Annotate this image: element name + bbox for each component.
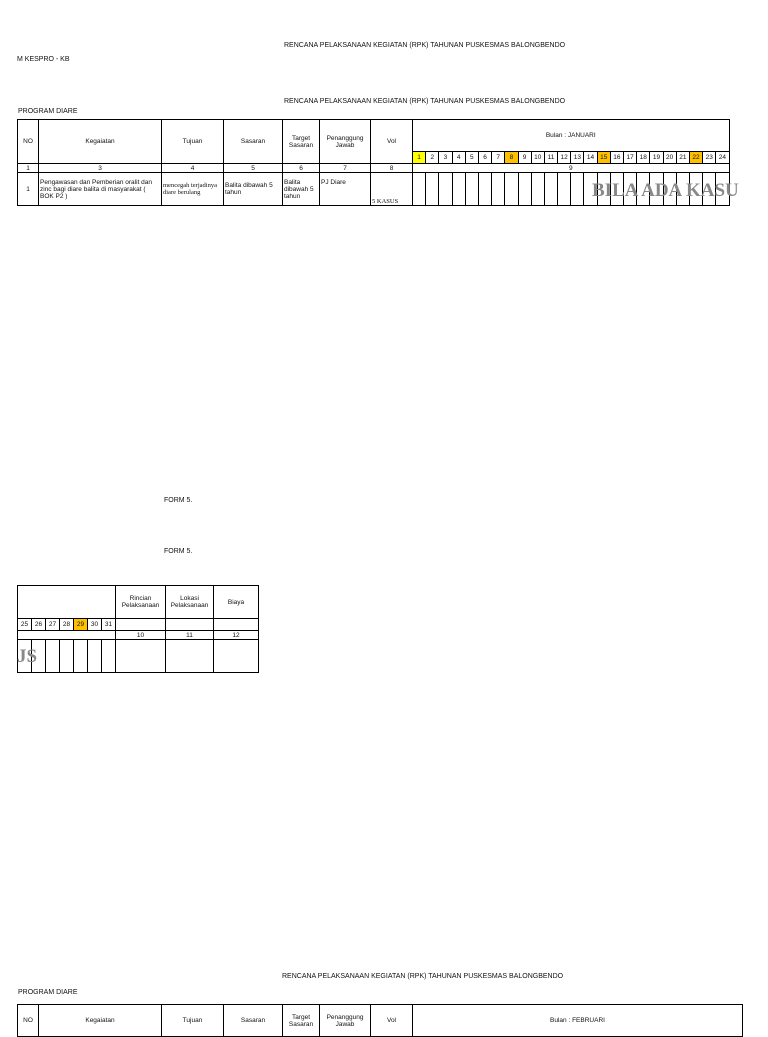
- day-cell: 7: [492, 152, 505, 164]
- day-cell: 4: [452, 152, 465, 164]
- day-cell: 6: [478, 152, 491, 164]
- colnum-target: 6: [283, 164, 320, 173]
- days-row-continuation: [18, 619, 259, 631]
- day-slot: [478, 173, 491, 206]
- rpk-table-february: [17, 1004, 743, 1037]
- colnum-bulan: 9: [413, 164, 730, 173]
- program-label: PROGRAM DIARE: [18, 108, 78, 115]
- day-slot: [518, 173, 531, 206]
- day-cell: 19: [650, 152, 663, 164]
- row-tujuan: mencegah terjadinya diare berulang: [162, 173, 224, 206]
- day-cell: 9: [518, 152, 531, 164]
- day-cell: 31: [102, 619, 116, 631]
- row-target: Balita dibawah 5 tahun: [283, 173, 320, 206]
- day-slot: [571, 173, 584, 206]
- page2-program-label: PROGRAM DIARE: [18, 989, 78, 996]
- colnum-vol: 8: [371, 164, 413, 173]
- day-cell: 30: [88, 619, 102, 631]
- colnum-pj: 7: [320, 164, 371, 173]
- header-target: Target Sasaran: [283, 120, 320, 164]
- header-pj: Penanggung Jawab: [320, 1005, 371, 1037]
- form-label-2: FORM 5.: [164, 548, 193, 555]
- day-cell: 12: [558, 152, 571, 164]
- day-cell: 17: [624, 152, 637, 164]
- day-cell: 2: [426, 152, 439, 164]
- day-cell: 15: [597, 152, 610, 164]
- note-bila-ada-kasus: BILA ADA KASU: [592, 180, 739, 201]
- header-target: Target Sasaran: [283, 1005, 320, 1037]
- day-cell: 1: [413, 152, 426, 164]
- colnum-no: 1: [18, 164, 39, 173]
- day-cell: 23: [703, 152, 716, 164]
- row-no: 1: [18, 173, 39, 206]
- header-sasaran: Sasaran: [224, 120, 283, 164]
- row-sasaran: Balita dibawah 5 tahun: [224, 173, 283, 206]
- day-cell: 27: [46, 619, 60, 631]
- day-cell: 29: [74, 619, 88, 631]
- header-kegiatan: Kegaiatan: [39, 1005, 162, 1037]
- header-no: NO: [18, 120, 39, 164]
- colnum-biaya: 12: [214, 631, 259, 640]
- header-no: NO: [18, 1005, 39, 1037]
- header-bulan: Bulan : FEBRUARI: [413, 1005, 743, 1037]
- page-title-top: RENCANA PELAKSANAAN KEGIATAN (RPK) TAHUNAN PUSKESMAS BALONGBENDO: [284, 42, 566, 49]
- colnum-rincian: 10: [116, 631, 166, 640]
- day-slot: [558, 173, 571, 206]
- unit-label: M KESPRO - KB: [17, 56, 70, 63]
- header-vol: Vol: [371, 1005, 413, 1037]
- day-cell: 10: [531, 152, 544, 164]
- day-cell: 24: [716, 152, 729, 164]
- day-slot: [426, 173, 439, 206]
- header-biaya: Biaya: [214, 586, 259, 619]
- day-cell: 3: [439, 152, 452, 164]
- day-slot: [544, 173, 557, 206]
- header-pj: Penanggung Jawab: [320, 120, 371, 164]
- day-cell: 8: [505, 152, 518, 164]
- form-label-1: FORM 5.: [164, 497, 193, 504]
- day-cell: 20: [663, 152, 676, 164]
- day-cell: 22: [689, 152, 702, 164]
- table-row: [18, 640, 259, 673]
- header-tujuan: Tujuan: [162, 120, 224, 164]
- note-tail: JS: [17, 646, 38, 667]
- row-kegiatan: Pengawasan dan Pemberian oralit dan zinc bagi diare balita di masyarakat ( BOK P2 ): [39, 173, 162, 206]
- colnum-sasaran: 5: [224, 164, 283, 173]
- header-bulan: Bulan : JANUARI: [413, 120, 730, 152]
- day-cell: 11: [544, 152, 557, 164]
- day-slot: [413, 173, 426, 206]
- day-cell: 14: [584, 152, 597, 164]
- day-slot: [531, 173, 544, 206]
- row-pj: PJ Diare: [320, 173, 371, 206]
- page2-title: RENCANA PELAKSANAAN KEGIATAN (RPK) TAHUNAN PUSKESMAS BALONGBENDO: [282, 973, 564, 980]
- day-cell: 16: [610, 152, 623, 164]
- day-cell: 25: [18, 619, 32, 631]
- day-cell: 26: [32, 619, 46, 631]
- colnum-kegiatan: 3: [39, 164, 162, 173]
- page-title-second: RENCANA PELAKSANAAN KEGIATAN (RPK) TAHUNAN PUSKESMAS BALONGBENDO: [284, 98, 566, 105]
- day-slot: [465, 173, 478, 206]
- header-vol: Vol: [371, 120, 413, 164]
- header-sasaran: Sasaran: [224, 1005, 283, 1037]
- day-cell: 18: [637, 152, 650, 164]
- day-slot: [439, 173, 452, 206]
- day-slot: [452, 173, 465, 206]
- row-vol: 5 KASUS: [371, 173, 413, 206]
- day-cell: 5: [465, 152, 478, 164]
- day-cell: 28: [60, 619, 74, 631]
- day-cell: 21: [676, 152, 689, 164]
- rpk-table-continuation: [17, 585, 259, 673]
- day-cell: 13: [571, 152, 584, 164]
- colnum-lokasi: 11: [166, 631, 214, 640]
- header-tujuan: Tujuan: [162, 1005, 224, 1037]
- header-lokasi: Lokasi Pelaksanaan: [166, 586, 214, 619]
- header-kegiatan: Kegaiatan: [39, 120, 162, 164]
- day-slot: [505, 173, 518, 206]
- day-slot: [492, 173, 505, 206]
- header-rincian: Rincian Pelaksanaan: [116, 586, 166, 619]
- colnum-tujuan: 4: [162, 164, 224, 173]
